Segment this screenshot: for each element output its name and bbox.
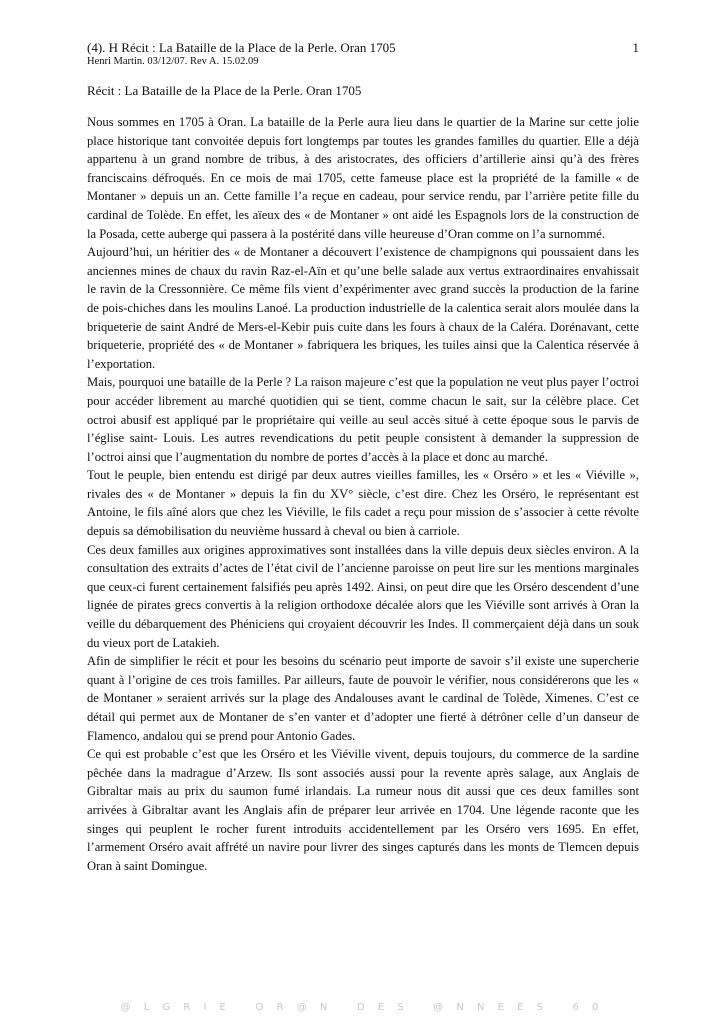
footer-watermark: @ L G R I E O R @ N D E S @ N N E E S 6 0 <box>120 1002 604 1013</box>
paragraph: Tout le peuple, bien entendu est dirigé par deux autres vieilles familles, les « Orséro » et les « Viéville », rivales des « de Montaner » depuis la fin du XV° siècle, c’est dire. Chez les Orséro, le représentant est Antoine, le fils aîné alors que chez les Viéville, le fils cadet a reçu pour mission de s’associer à cette révolte depuis sa démobilisation du neuvième hussard à cheval ou bien à carriole. <box>87 468 639 539</box>
document-title: Récit : La Bataille de la Place de la Perle. Oran 1705 <box>87 83 362 98</box>
running-header <box>87 40 639 55</box>
paragraph: Ce qui est probable c’est que les Orséro et les Viéville vivent, depuis toujours, du commerce de la sardine pêchée dans la madrague d’Arzew. Ils sont associés aussi pour la revente après salage, aux Anglais de Gibraltar mais au prix du saumon fumé irlandais. La rumeur nous dit aussi que ces deux familles sont arrivées à Gibraltar avant les Anglais afin de préparer leur arrivée en 1704. Une légende raconte que les singes qui peuplent le rocher furent introduits accidentellement par les Orséro vers 1695. En effet, l’armement Orséro avait affrété un navire pour livrer des singes capturés dans les monts de Tlemcen depuis Oran à saint Domingue. <box>87 747 639 873</box>
paragraph: Aujourd’hui, un héritier des « de Montaner a découvert l’existence de champignons qui poussaient dans les anciennes mines de chaux du ravin Raz-el-Aïn et qu’une belle salade aux vertus extraordinaires envahissait le ravin de la Cressonnière. Ce même fils vient d’expérimenter avec grand succès la production de la farine de pois-chiches dans les moulins Lanoé. La production industrielle de la calentica serait alors moulée dans la briqueterie de saint André de Mers-el-Kebir puis cuite dans les fours à chaux de la Caléra. Dorénavant, cette briqueterie, propriété des « de Montaner » fabriquera les briques, les tuiles ainsi que la Calentica réservée à l’exportation. <box>87 245 639 371</box>
paragraph: Mais, pourquoi une bataille de la Perle ? La raison majeure c’est que la population ne veut plus payer l’octroi pour accéder librement au marché quotidien qui se tient, comme chacun le sait, sur la célèbre place. Cet octroi abusif est appliqué par le propriétaire qui veille au seul accès situé à cette époque sous le parvis de l’église saint- Louis. Les autres revendications du petit peuple consistent à demander la suppression de l’octroi ainsi que l’augmentation du nombre de portes d’accès à la place et donc au marché. <box>87 375 639 464</box>
document-body <box>87 113 639 875</box>
header-title: (4). H Récit : La Bataille de la Place de la Perle. Oran 1705 <box>87 40 396 55</box>
paragraph: Afin de simplifier le récit et pour les besoins du scénario peut importe de savoir s’il existe une supercherie quant à l’origine de ces trois familles. Par ailleurs, faute de pouvoir le vérifier, nous considérerons que les « de Montaner » seraient arrivés sur la plage des Andalouses avant le cardinal de Tolède, Ximenes. C’est ce détail qui permet aux de Montaner de s’en vanter et d’adopter une fierté à détrôner celle d’un danseur de Flamenco, andalou qui se prend pour Antonio Gades. <box>87 654 639 743</box>
paragraph: Nous sommes en 1705 à Oran. La bataille de la Perle aura lieu dans le quartier de la Marine sur cette jolie place historique tant convoitée depuis fort longtemps par toutes les grandes familles du quartier. Elle a déjà appartenu à un grand nombre de tribus, à des aristocrates, des officiers d’artillerie ainsi qu’à des frères franciscains défroqués. En ce mois de mai 1705, cette fameuse place est la propriété de la famille « de Montaner » depuis un an. Cette famille l’a reçue en cadeau, pour service rendu, par l’arrière petite fille du cardinal de Tolède. En effet, les aïeux des « de Montaner » ont aidé les Espagnols lors de la construction de la Posada, cette auberge qui passera à la postérité dans ville heureuse d’Oran comme on l’a surnommé. <box>87 115 639 241</box>
page-number: 1 <box>632 40 639 55</box>
header-author-revision: Henri Martin. 03/12/07. Rev A. 15.02.09 <box>87 56 259 67</box>
document-page <box>87 40 639 875</box>
paragraph: Ces deux familles aux origines approximatives sont installées dans la ville depuis deux siècles environ. A la consultation des extraits d’actes de l’état civil de l’ancienne paroisse on peut lire sur les mentions marginales que ceux-ci furent certainement falsifiés peu après 1492. Ainsi, on peut dire que les Orséro descendent d’une lignée de pirates grecs convertis à la religion orthodoxe décalée alors que les Viéville sont arrivés à Oran la veille du débarquement des Phéniciens qui croyaient découvrir les Indes. Il commerçaient déjà dans un souk du vieux port de Latakieh. <box>87 542 639 650</box>
